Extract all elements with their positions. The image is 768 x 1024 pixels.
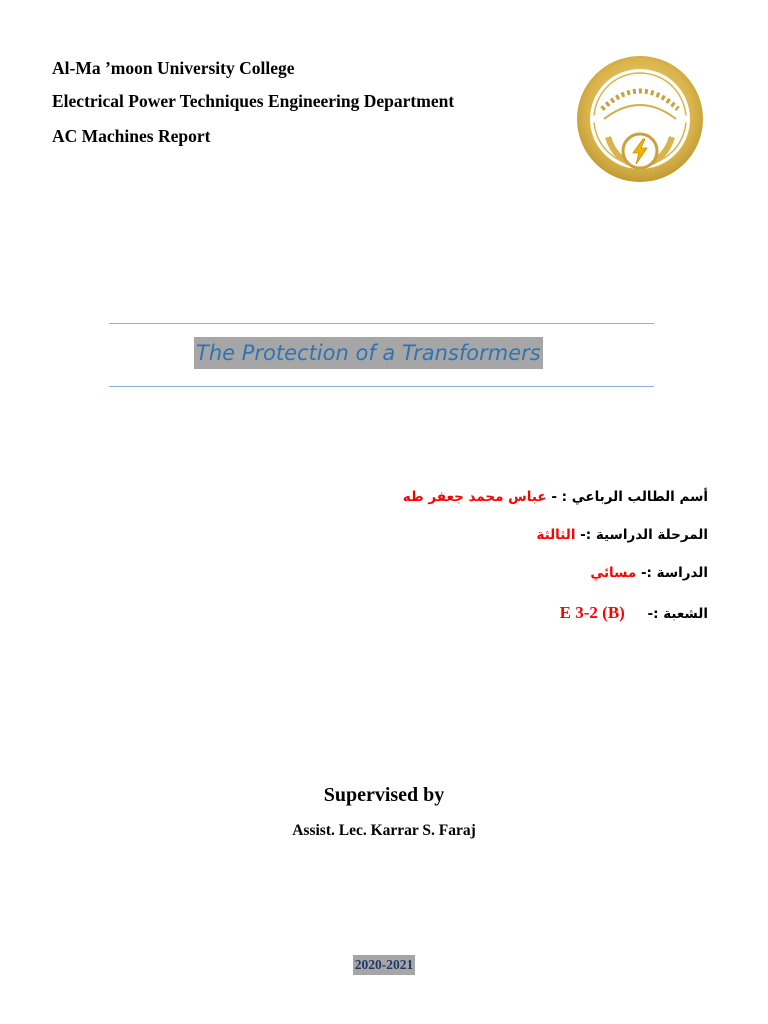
report-title: The Protection of a Transformers: [194, 337, 543, 369]
section-label: الشعبة :-: [647, 606, 708, 622]
student-name-value: عباس محمد جعفر طه: [402, 489, 547, 505]
academic-year: 2020-2021: [353, 955, 416, 975]
divider-bottom: [109, 386, 654, 387]
study-value: مسائي: [590, 565, 637, 581]
study-row: [590, 565, 708, 581]
stage-value: الثالثة: [536, 527, 576, 543]
stage-label: المرحلة الدراسية :-: [580, 527, 708, 543]
university-name: Al-Ma ’moon University College: [52, 58, 295, 78]
section-row: [560, 603, 708, 623]
supervisor-name: Assist. Lec. Karrar S. Faraj: [292, 822, 476, 839]
student-name-label: أسم الطالب الرباعي : -: [551, 489, 708, 505]
section-value: E 3-2 (B): [559, 603, 625, 622]
divider-top: [109, 323, 654, 324]
department-name: Electrical Power Techniques Engineering Department: [52, 91, 455, 111]
supervised-by-heading: Supervised by: [323, 784, 445, 806]
student-name-row: [403, 489, 708, 505]
report-name: AC Machines Report: [52, 126, 211, 146]
university-logo: [574, 53, 706, 185]
stage-row: [536, 527, 708, 543]
study-label: الدراسة :-: [640, 565, 708, 581]
